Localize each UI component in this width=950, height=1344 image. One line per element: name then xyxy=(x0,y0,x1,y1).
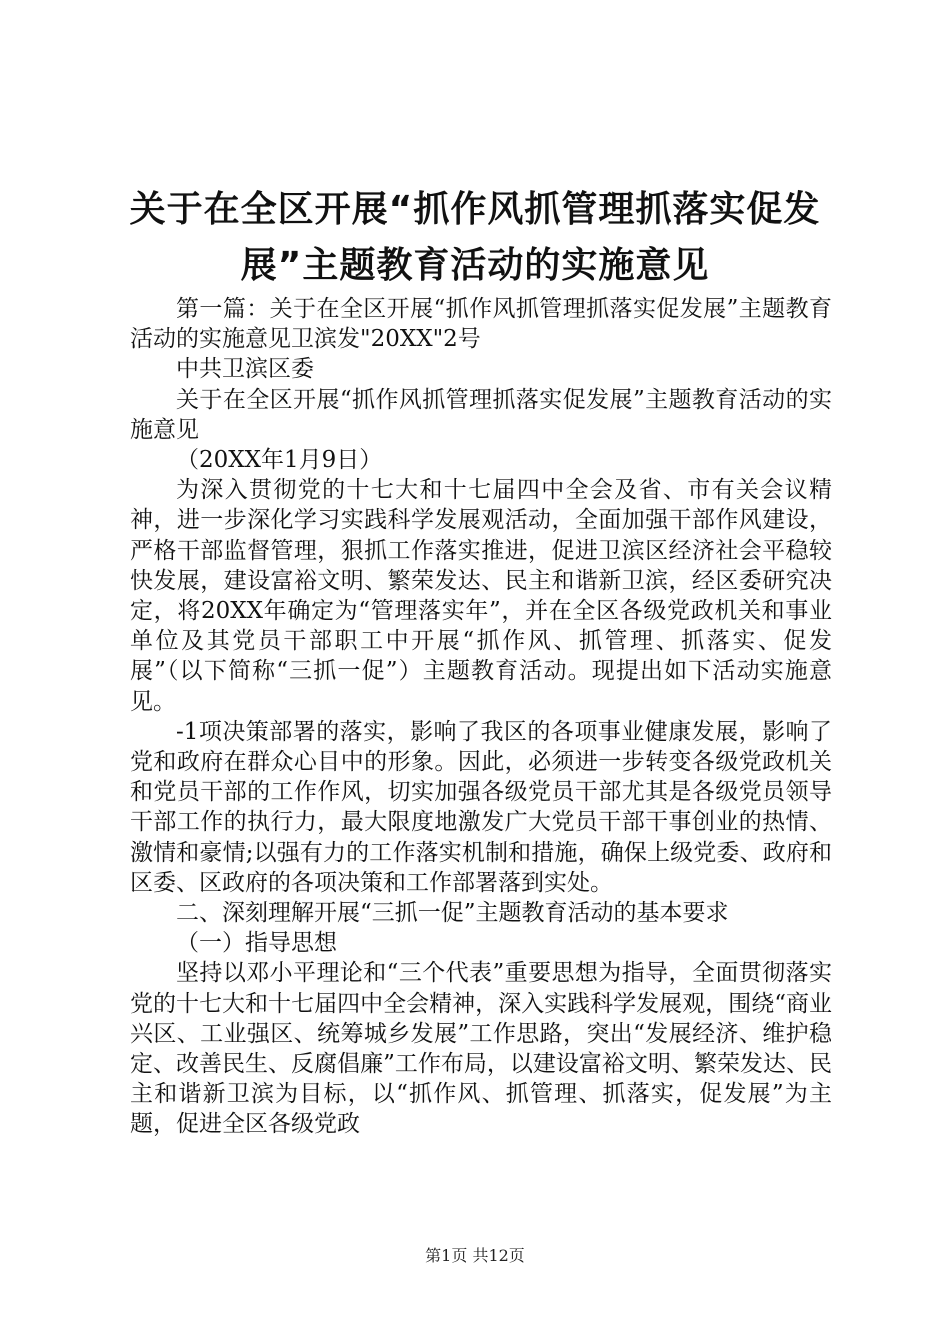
document-title-line-2: 展”主题教育活动的实施意见 xyxy=(240,245,710,286)
paragraph-date: （20XX年1月9日） xyxy=(176,447,383,474)
section-heading-two: 二、深刻理解开展“三抓一促”主题教育活动的基本要求 xyxy=(176,900,729,927)
paragraph-issuer: 中共卫滨区委 xyxy=(176,356,314,383)
paragraph-section-one: -1项决策部署的落实，影响了我区的各项事业健康发展，影响了党和政府在群众心目中的形象。因此，必须进一步转变各级党政机关和党员干部的工作作风，切实加强各级党员干部尤其是各级党员领导干部工作的执行力，最大限度地激发广大党员干部干事创业的热情、激情和豪情;以强有力的工作落实机制和措施，确保上级党委、政府和区委、区政府的各项决策和工作部署落到实处。 xyxy=(130,718,832,896)
paragraph-doc-title: 关于在全区开展“抓作风抓管理抓落实促发展”主题教育活动的实施意见 xyxy=(130,386,832,443)
subsection-heading-guiding-thought: （一）指导思想 xyxy=(176,930,337,957)
paragraph-guiding-thought: 坚持以邓小平理论和“三个代表”重要思想为指导，全面贯彻落实党的十七大和十七届四中全会精神，深入实践科学发展观，围绕“商业兴区、工业强区、统筹城乡发展”工作思路，突出“发展经济、维护稳定、改善民生、反腐倡廉”工作布局，以建设富裕文明、繁荣发达、民主和谐新卫滨为目标，以“抓作风、抓管理、抓落实，促发展”为主题，促进全区各级党政 xyxy=(130,960,832,1138)
document-title-line-1: 关于在全区开展“抓作风抓管理抓落实促发 xyxy=(129,189,821,230)
document-body xyxy=(130,294,832,1140)
paragraph-intro: 为深入贯彻党的十七大和十七届四中全会及省、市有关会议精神，进一步深化学习实践科学发展观活动，全面加强干部作风建设，严格干部监督管理，狠抓工作落实推进，促进卫滨区经济社会平稳较快发展，建设富裕文明、繁荣发达、民主和谐新卫滨，经区委研究决定，将20XX年确定为“管理落实年”，并在全区各级党政机关和事业单位及其党员干部职工中开展“抓作风、抓管理、抓落实、促发展”（以下简称“三抓一促”）主题教育活动。现提出如下活动实施意见。 xyxy=(130,477,832,715)
paragraph-chapter-heading: 第一篇：关于在全区开展“抓作风抓管理抓落实促发展”主题教育活动的实施意见卫滨发"20XX"2号 xyxy=(130,296,832,353)
page-footer: 第1页 共12页 xyxy=(425,1246,525,1265)
